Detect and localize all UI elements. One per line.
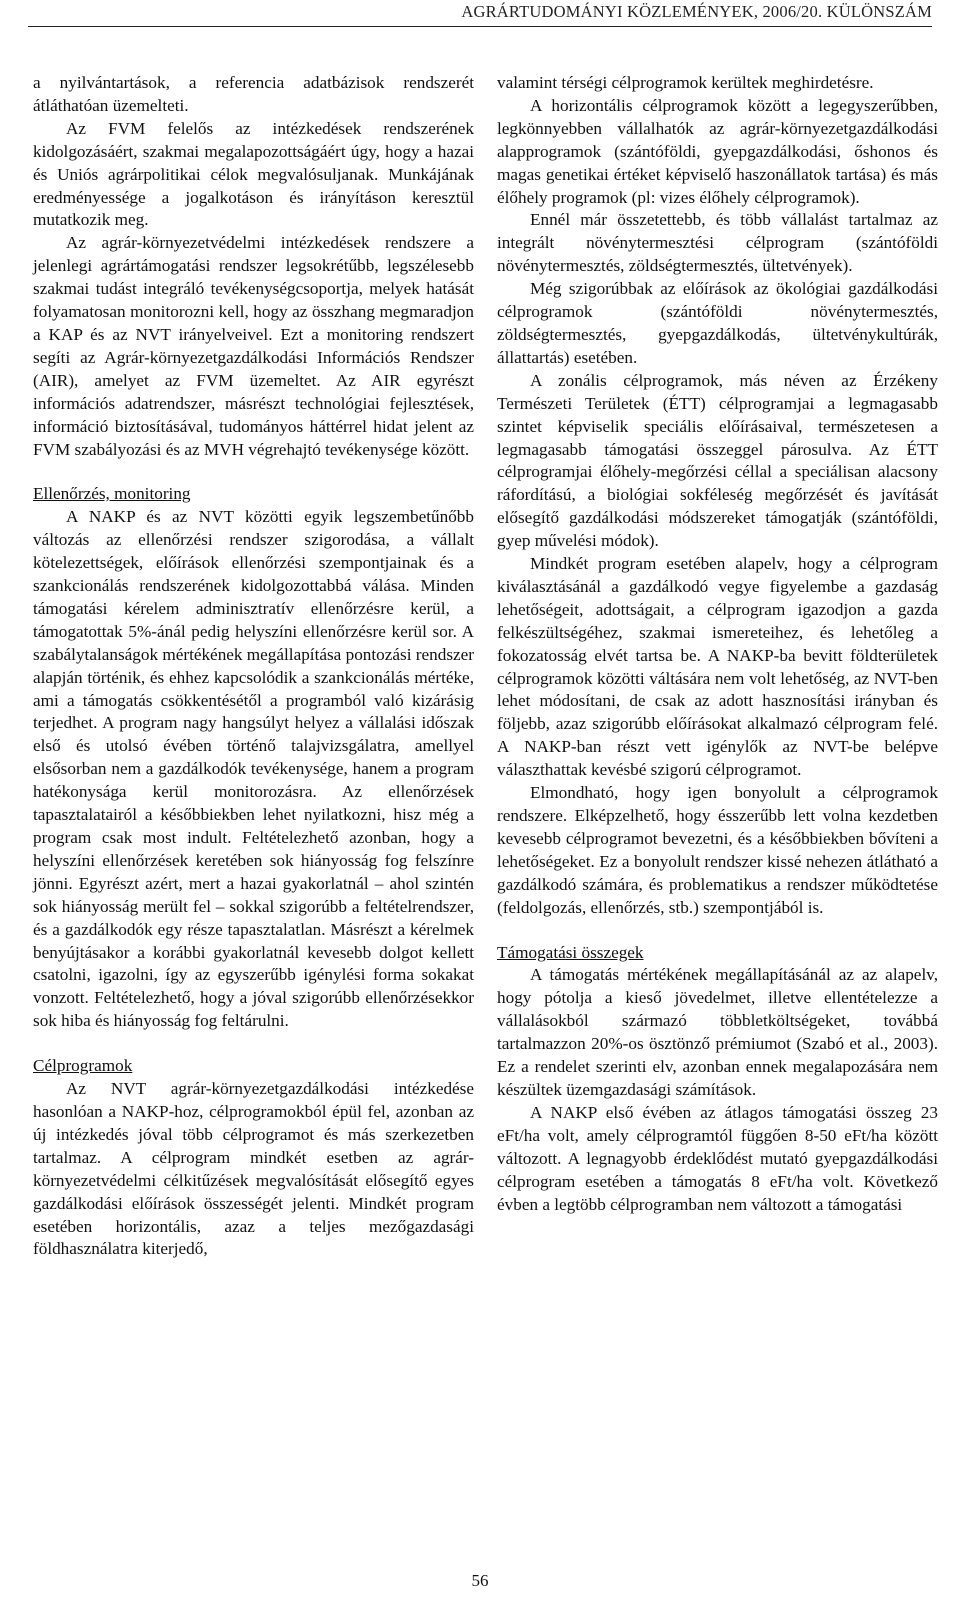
paragraph: Mindkét program esetében alapelv, hogy a célprogram kiválasztásánál a gazdálkodó vegye figyelembe a gazdaság lehetőségeit, adottságait, a célprogram igazodjon a gazda felkészültségéhez, szakmai ismereteihez, és lehetőleg a fokozatosság elvét tartsa be. A NAKP-ba bevitt földterületek célprogramok közötti váltására nem volt lehetőség, az NVT-ben lehet módosítani, de csak az adott hasznosítási irányban és följebb, azaz szigorúbb előírásokat alkalmazó célprogram felé. A NAKP-ban részt vett igénylők az NVT-be belépve választhattak kevésbé szigorú célprogramot.	[497, 554, 938, 780]
paragraph: Ennél már összetettebb, és több vállalást tartalmaz az integrált növénytermesztési célprogram (szántóföldi növénytermesztés, zöldségtermesztés, ültetvények).	[497, 210, 938, 276]
left-column	[33, 72, 474, 1261]
page-number: 56	[471, 1571, 489, 1590]
paragraph: Az FVM felelős az intézkedések rendszerének kidolgozásáért, szakmai megalapozottságáért úgy, hogy a hazai és Uniós agrárpolitikai célok megvalósuljanak. Munkájának eredményessége a jogalkotáson és irányításon keresztül mutatkozik meg.	[33, 118, 474, 230]
paragraph: A NAKP első évében az átlagos támogatási összeg 23 eFt/ha volt, amely célprogramtól függően 8-50 eFt/ha között változott. A legnagyobb érdeklődést mutató gyepgazdálkodási célprogram esetében a támogatás 8 eFt/ha volt. Következő évben a legtöbb célprogramban nem változott a támogatási	[497, 1102, 938, 1214]
section-heading-celprogramok: Célprogramok	[33, 1056, 133, 1076]
paragraph: A horizontális célprogramok között a legegyszerűbben, legkönnyebben vállalhatók az agrár-környezetgazdálkodási alapprogramok (szántóföldi, gyepgazdálkodási, őshonos és magas genetikai értéket képviselő haszonállatok tartása) és más élőhely programok (pl: vizes élőhely célprogramok).	[497, 95, 938, 207]
paragraph: Még szigorúbbak az előírások az ökológiai gazdálkodási célprogramok (szántóföldi növénytermesztés, zöldségtermesztés, gyepgazdálkodás, ültetvénykultúrák, állattartás) esetében.	[497, 279, 938, 367]
paragraph: a nyilvántartások, a referencia adatbázisok rendszerét átláthatóan üzemelteti.	[33, 73, 474, 115]
running-header	[28, 0, 932, 27]
paragraph: Az agrár-környezetvédelmi intézkedések rendszere a jelenlegi agrártámogatási rendszer legsokrétűbb, legszélesebb szakmai tudást integráló tevékenységcsoportja, melyek hatását folyamatosan monitorozni kell, hogy az összhang megmaradjon a KAP és az NVT irányelveivel. Ezt a monitoring rendszert segíti az Agrár-környezetgazdálkodási Információs Rendszer (AIR), amelyet az FVM üzemeltet. Az AIR egyrészt információs adatrendszer, másrészt technológiai fejlesztések, információ biztosításával, tudományos háttérrel hidat jelent az FVM szabályozási és az MVH végrehajtó tevékenysége között.	[33, 233, 474, 459]
section-heading-monitoring: Ellenőrzés, monitoring	[33, 484, 191, 504]
paragraph: valamint térségi célprogramok kerültek meghirdetésre.	[497, 73, 874, 92]
paragraph: A NAKP és az NVT közötti egyik legszembetűnőbb változás az ellenőrzési rendszer szigorodása, a vállalt kötelezettségek, előírások ellenőrzési szempontjainak és a szankcionálás rendszerének kidolgozottabbá válása. Minden támogatási kérelem adminisztratív ellenőrzésre kerül, a támogatottak 5%-ánál pedig helyszíni ellenőrzésre kerül sor. A szabálytalanságok mértékének megállapítása pontozási rendszer alapján történik, és ehhez kapcsolódik a szankcionálás mértéke, ami a támogatás csökkentésétől a programból való kizárásig terjedhet. A program nagy hangsúlyt helyez a vállalási időszak első és utolsó évében történő talajvizsgálatra, amellyel elsősorban nem a gazdálkodók tevékenysége, hanem a program hatékonysága kerül monitorozásra. Az ellenőrzések tapasztalatairól a későbbiekben lehet nyilatkozni, hisz még a program csak most indult. Feltételezhető azonban, hogy a helyszíni ellenőrzések keretében sok hiányosság fog felszínre jönni. Egyrészt azért, mert a hazai gyakorlatnál – ahol szintén sok hiányosság merült fel – sokkal szigorúbb a feltételrendszer, és a gazdálkodók egy része tapasztalatlan. Másrészt a kérelmek benyújtásakor a korábbi gyakorlatnál kevesebb dolgot kellett csatolni, igazolni, így az egyszerűbb igénylési forma sokakat vonzott. Feltételezhető, hogy a jóval szigorúbb ellenőrzésekkor sok hiba és hiányosság fog feltárulni.	[33, 507, 474, 1031]
right-column	[497, 72, 938, 1216]
paragraph: Az NVT agrár-környezetgazdálkodási intézkedése hasonlóan a NAKP-hoz, célprogramokból épül fel, azonban az új intézkedés jóval több célprogramot és más szerkezetben tartalmaz. A célprogram mindkét esetben az agrár-környezetvédelmi célkitűzések megvalósítását elősegítő egyes gazdálkodási előírások összességét jelenti. Mindkét program esetében horizontális, azaz a teljes mezőgazdasági földhasználatra kiterjedő,	[33, 1079, 474, 1259]
paragraph: A zonális célprogramok, más néven az Érzékeny Természeti Területek (ÉTT) célprogramjai a legmagasabb szintet képviselik speciális előírásaival, természetesen a legmagasabb támogatási összeggel párosulva. Az ÉTT célprogramjai élőhely-megőrzési céllal a speciálisan alacsony ráfordítású, a biológiai sokféleség megőrzését és javítását elősegítő gazdálkodási módszereket támogatják (szántóföldi, gyep művelési módok).	[497, 370, 938, 551]
page-footer	[0, 1571, 960, 1591]
section-heading-tamogatasi-osszegek: Támogatási összegek	[497, 942, 644, 962]
paragraph: Elmondható, hogy igen bonyolult a célprogramok rendszere. Elképzelhető, hogy ésszerűbb lett volna kezdetben kevesebb célprogramot bevezetni, és a későbbiekben bővíteni a lehetőségeket. Ez a bonyolult rendszer kissé nehezen átlátható a gazdálkodó számára, és problematikus a rendszer működtetése (feldolgozás, ellenőrzés, stb.) szempontjából is.	[497, 783, 938, 917]
journal-title: AGRÁRTUDOMÁNYI KÖZLEMÉNYEK, 2006/20. KÜLÖNSZÁM	[461, 2, 932, 21]
paragraph: A támogatás mértékének megállapításánál az az alapelv, hogy pótolja a kieső jövedelmet, illetve ellentételezze a vállalásokból származó többletköltségeket, továbbá tartalmazzon 20%-os ösztönző prémiumot (Szabó et al., 2003). Ez a rendelet szerinti elv, azonban ennek megalapozására nem készültek üzemgazdasági számítások.	[497, 965, 938, 1099]
